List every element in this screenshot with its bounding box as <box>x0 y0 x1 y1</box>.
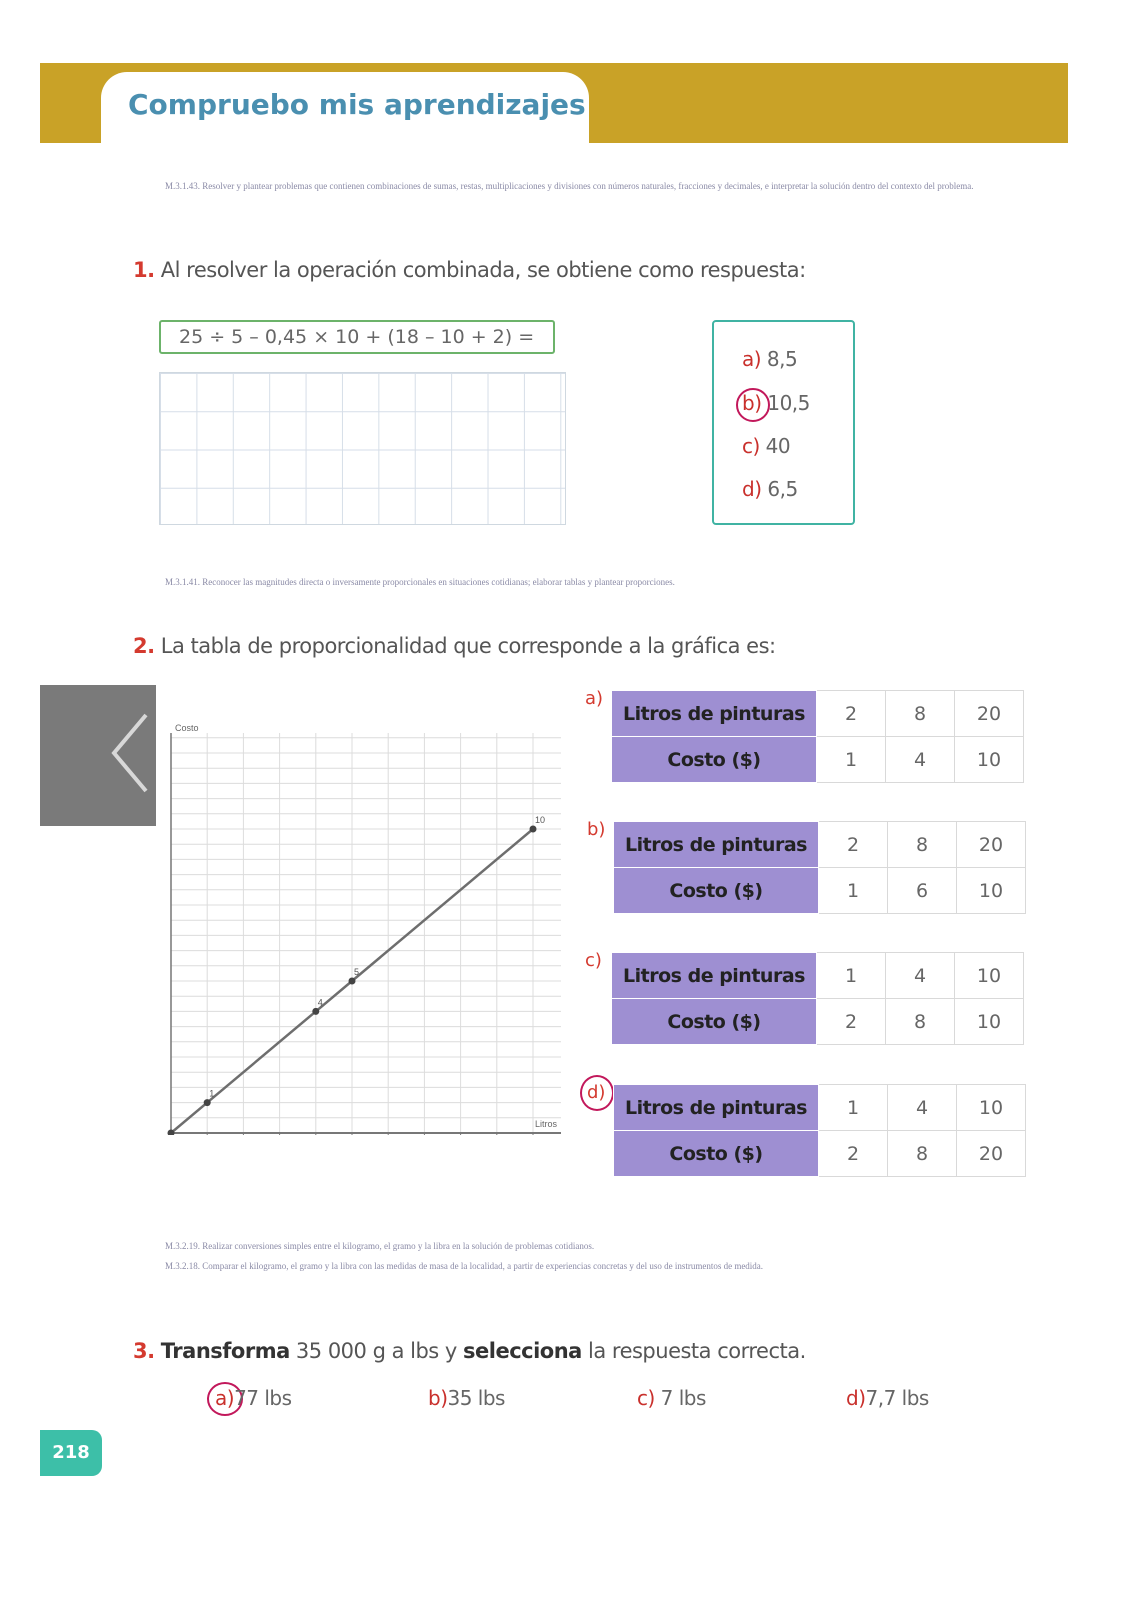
table-cell: 10 <box>955 737 1024 783</box>
table-d-letter: d) <box>587 1082 606 1103</box>
row-label-litros: Litros de pinturas <box>614 1085 819 1131</box>
table-a[interactable] <box>611 690 1024 783</box>
answer-c-letter: c) <box>637 1386 655 1410</box>
answer-a-letter: a) <box>215 1386 235 1410</box>
table-cell: 1 <box>817 953 886 999</box>
option-a[interactable] <box>742 347 797 371</box>
option-b-value: 10,5 <box>767 391 810 415</box>
question-1 <box>133 258 806 282</box>
table-cell: 4 <box>888 1085 957 1131</box>
chart-point-label: 10 <box>535 815 546 825</box>
row-label-litros: Litros de pinturas <box>612 691 817 737</box>
table-a-letter: a) <box>585 688 604 709</box>
question-3 <box>133 1339 806 1363</box>
previous-page-button[interactable] <box>40 685 156 826</box>
table-cell: 2 <box>819 822 888 868</box>
chart-data-point <box>349 978 356 985</box>
question-3-number: 3. <box>133 1339 155 1363</box>
answer-a[interactable] <box>215 1386 292 1410</box>
question-2-number: 2. <box>133 634 155 658</box>
table-cell: 10 <box>957 868 1026 914</box>
work-grid <box>159 372 566 525</box>
option-c-value: 40 <box>765 434 791 458</box>
row-label-costo: Costo ($) <box>614 1131 819 1177</box>
table-cell: 1 <box>819 868 888 914</box>
table-cell: 1 <box>817 737 886 783</box>
operation-expression: 25 ÷ 5 – 0,45 × 10 + (18 – 10 + 2) = <box>159 320 555 354</box>
answer-b-value: 35 lbs <box>447 1386 505 1410</box>
answer-d-value: 7,7 lbs <box>865 1386 929 1410</box>
chart-svg <box>163 715 563 1135</box>
option-d[interactable] <box>742 477 798 501</box>
table-cell: 10 <box>957 1085 1026 1131</box>
table-c-letter: c) <box>585 950 602 971</box>
question-1-number: 1. <box>133 258 155 282</box>
skill-criterion-3: M.3.2.19. Realizar conversiones simples entre el kilogramo, el gramo y la libra en la solución de problemas cotidianos. M.3.2.18. Comparar el kilogramo, el gramo y la libra con las medidas de masa de la localidad, a partir de experiencias concretas y del uso de instrumentos de medida. <box>165 1241 764 1271</box>
table-cell: 20 <box>957 1131 1026 1177</box>
table-cell: 2 <box>819 1131 888 1177</box>
table-cell: 4 <box>886 953 955 999</box>
selection-circle-q1 <box>736 388 770 422</box>
option-a-value: 8,5 <box>766 347 798 371</box>
chart-y-axis-label: Costo <box>175 723 199 733</box>
selection-circle-q2 <box>580 1075 614 1111</box>
row-label-litros: Litros de pinturas <box>614 822 819 868</box>
table-c[interactable] <box>611 952 1024 1045</box>
table-cell: 6 <box>888 868 957 914</box>
table-b[interactable] <box>613 821 1026 914</box>
chart-point-label: 1 <box>209 1088 215 1099</box>
table-cell: 10 <box>955 999 1024 1045</box>
question-2-text: La tabla de proporcionalidad que corresponde a la gráfica es: <box>160 634 776 658</box>
answer-a-value: 77 lbs <box>234 1386 292 1410</box>
page-title: Compruebo mis aprendizajes <box>128 88 586 121</box>
answer-d[interactable] <box>846 1386 929 1410</box>
answer-d-letter: d) <box>846 1386 866 1410</box>
chevron-left-icon <box>40 685 156 826</box>
question-3-verb-selecciona: selecciona <box>463 1339 582 1363</box>
table-cell: 10 <box>955 953 1024 999</box>
proportionality-chart <box>163 715 563 1135</box>
option-c-letter: c) <box>742 434 760 458</box>
question-3-verb-transforma: Transforma <box>160 1339 290 1363</box>
table-cell: 8 <box>888 822 957 868</box>
option-b-letter: b) <box>742 391 762 415</box>
table-cell: 8 <box>886 999 955 1045</box>
option-d-value: 6,5 <box>767 477 798 501</box>
chart-point-label: 5 <box>354 967 360 977</box>
row-label-costo: Costo ($) <box>614 868 819 914</box>
table-b-letter: b) <box>587 819 606 840</box>
option-d-letter: d) <box>742 477 762 501</box>
question-3-tail: la respuesta correcta. <box>581 1339 806 1363</box>
skill-criterion-1: M.3.1.43. Resolver y plantear problemas que contienen combinaciones de sumas, restas, multiplicaciones y divisiones con números naturales, fracciones y decimales, e interpretar la solución dentro del contexto del problema. <box>165 181 974 191</box>
table-cell: 1 <box>819 1085 888 1131</box>
chart-data-point <box>204 1099 211 1106</box>
question-2 <box>133 634 776 658</box>
answer-b-letter: b) <box>428 1386 448 1410</box>
table-cell: 20 <box>955 691 1024 737</box>
option-c[interactable] <box>742 434 790 458</box>
answer-b[interactable] <box>428 1386 505 1410</box>
question-3-mid: 35 000 g a lbs y <box>289 1339 464 1363</box>
skill-criterion-2: M.3.1.41. Reconocer las magnitudes directa o inversamente proporcionales en situaciones cotidianas; elaborar tablas y plantear proporciones. <box>165 577 675 587</box>
question-1-text: Al resolver la operación combinada, se obtiene como respuesta: <box>160 258 806 282</box>
chart-point-label: 4 <box>317 997 323 1008</box>
answer-c-value: 7 lbs <box>660 1386 706 1410</box>
chart-x-axis-label: Litros <box>535 1119 558 1129</box>
table-cell: 20 <box>957 822 1026 868</box>
row-label-costo: Costo ($) <box>612 999 817 1045</box>
table-d[interactable] <box>613 1084 1026 1177</box>
page-number: 218 <box>40 1430 102 1476</box>
option-a-letter: a) <box>742 347 762 371</box>
table-cell: 8 <box>886 691 955 737</box>
answer-c[interactable] <box>637 1386 706 1410</box>
table-cell: 8 <box>888 1131 957 1177</box>
table-cell: 4 <box>886 737 955 783</box>
row-label-costo: Costo ($) <box>612 737 817 783</box>
table-cell: 2 <box>817 999 886 1045</box>
chart-data-point <box>530 826 537 833</box>
table-cell: 2 <box>817 691 886 737</box>
chart-data-point <box>312 1008 319 1015</box>
row-label-litros: Litros de pinturas <box>612 953 817 999</box>
